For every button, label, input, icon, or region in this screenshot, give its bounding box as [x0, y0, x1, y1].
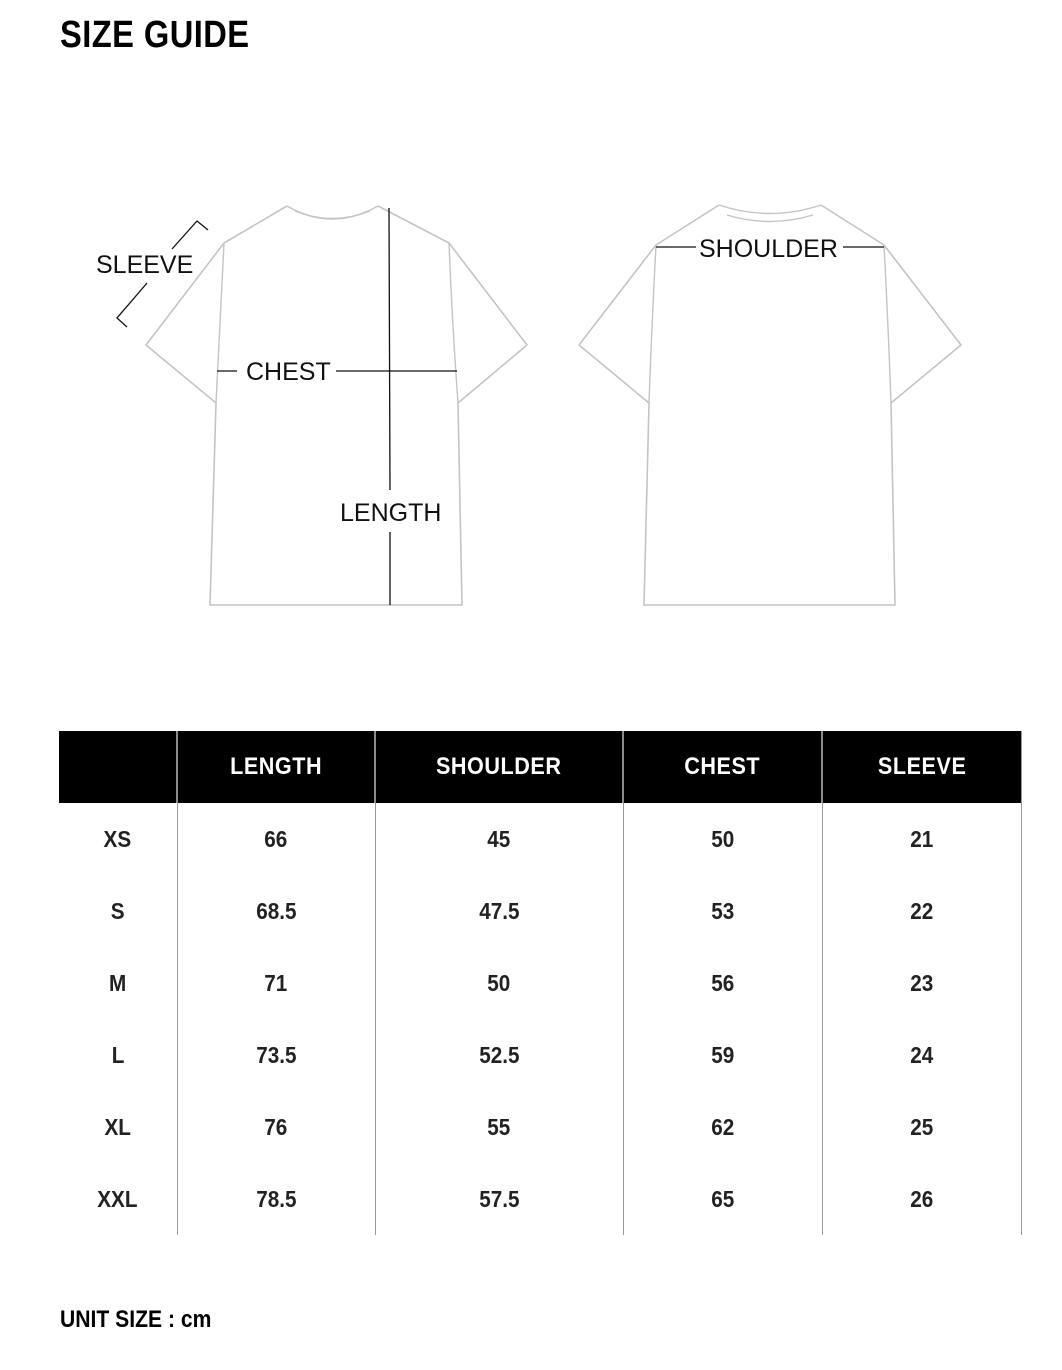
unit-size-note: UNIT SIZE : cm: [60, 1306, 212, 1333]
length-label: LENGTH: [340, 499, 442, 527]
chest-cell: 50: [623, 803, 822, 875]
shoulder-cell: 50: [375, 947, 623, 1019]
chest-column-header: CHEST: [623, 731, 822, 803]
length-cell: 73.5: [177, 1019, 375, 1091]
size-cell: L: [111, 1041, 125, 1068]
size-cell: XXL: [97, 1185, 138, 1212]
page-title: SIZE GUIDE: [60, 14, 250, 56]
front-tshirt-outline: [146, 206, 527, 605]
size-cell: XS: [103, 825, 132, 852]
length-cell: 78.5: [177, 1163, 375, 1235]
chest-cell: 65: [623, 1163, 822, 1235]
table-row: [59, 1163, 1021, 1235]
length-measure-line: [389, 208, 390, 490]
shoulder-cell: 52.5: [375, 1019, 623, 1091]
table-row: [59, 1019, 1021, 1091]
sleeve-label: SLEEVE: [96, 251, 194, 279]
length-cell: 66: [177, 803, 375, 875]
shoulder-label: SHOULDER: [699, 235, 838, 263]
shoulder-cell: 57.5: [375, 1163, 623, 1235]
sleeve-cell: 21: [822, 803, 1021, 875]
chest-cell: 62: [623, 1091, 822, 1163]
back-tshirt-outline: [579, 205, 961, 605]
size-cell: M: [109, 969, 127, 996]
size-table: [59, 731, 1022, 1235]
chest-label: CHEST: [246, 358, 331, 386]
sleeve-measure-bracket-top: [172, 221, 208, 249]
table-row: [59, 947, 1021, 1019]
shoulder-cell: 45: [375, 803, 623, 875]
sleeve-cell: 24: [822, 1019, 1021, 1091]
size-cell: S: [110, 897, 125, 924]
size-cell: XL: [104, 1113, 131, 1140]
size-column-header: [59, 731, 177, 803]
length-cell: 76: [177, 1091, 375, 1163]
shoulder-cell: 55: [375, 1091, 623, 1163]
shoulder-cell: 47.5: [375, 875, 623, 947]
length-cell: 68.5: [177, 875, 375, 947]
length-column-header: LENGTH: [177, 731, 375, 803]
chest-cell: 53: [623, 875, 822, 947]
table-row: [59, 875, 1021, 947]
sleeve-cell: 23: [822, 947, 1021, 1019]
chest-cell: 56: [623, 947, 822, 1019]
table-header-row: [59, 731, 1021, 803]
shoulder-column-header: SHOULDER: [375, 731, 623, 803]
sleeve-measure-bracket-bottom: [117, 283, 147, 327]
table-row: [59, 1091, 1021, 1163]
sleeve-cell: 22: [822, 875, 1021, 947]
length-cell: 71: [177, 947, 375, 1019]
table-row: [59, 803, 1021, 875]
sleeve-column-header: SLEEVE: [822, 731, 1021, 803]
chest-cell: 59: [623, 1019, 822, 1091]
sleeve-cell: 25: [822, 1091, 1021, 1163]
sleeve-cell: 26: [822, 1163, 1021, 1235]
